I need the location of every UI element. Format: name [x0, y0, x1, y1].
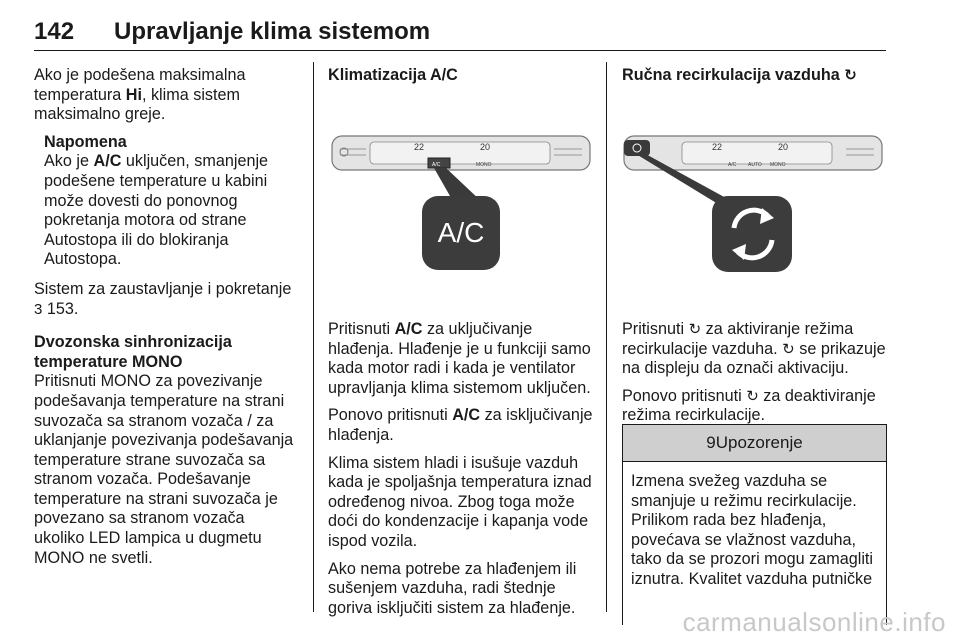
ac-callout-label: A/C	[437, 217, 485, 248]
ac-temp-left: 22	[414, 142, 425, 152]
warning-text: Izmena svežeg vazduha se smanjuje u režimu recirkulacije. Prilikom rada bez hlađenja, povećava se vlažnost vazduha, tako da se prozori mogu zamagliti iznutra. Kvalitet vazduha putničke	[631, 472, 874, 588]
recirc-temp-right: 20	[778, 142, 789, 152]
recirc-auto-key-label: AUTO	[748, 162, 762, 168]
recirc-temp-left: 22	[712, 142, 723, 152]
ac-key-label: A/C	[432, 162, 441, 168]
page-number: 142	[34, 18, 75, 45]
ac-paragraph-1: Pritisnuti A/C za uključivanje hlađenja. Hlađenje je u funkciji samo kada motor radi i kada je ventilator upravljanja klima sistemom uključen.	[328, 320, 591, 397]
page-ref-icon: 3	[34, 300, 43, 318]
note-title: Napomena	[44, 132, 127, 151]
recirculation-icon: ↻	[844, 67, 857, 84]
recirculation-icon-inline-3: ↻	[746, 387, 759, 405]
ac-temp-right: 20	[480, 142, 491, 152]
recirculation-icon-inline-2: ↻	[782, 340, 795, 358]
recirculation-heading: Ručna recirkulacija vazduha ↻	[622, 66, 857, 84]
mono-heading: Dvozonska sinhronizacija temperature MONO	[34, 333, 232, 371]
recirc-paragraph-2: Ponovo pritisnuti ↻ za deaktiviranje režima recirkulacije.	[622, 386, 876, 425]
mono-key-label: MONO	[476, 162, 492, 168]
paragraph-max-temp: Ako je podešena maksimalna temperatura Hi, klima sistem maksimalno greje.	[34, 66, 246, 124]
page-header	[34, 12, 886, 51]
recirc-mono-key-label: MONO	[770, 162, 786, 168]
column-2-text	[328, 320, 593, 626]
ac-paragraph-4: Ako nema potrebe za hlađenjem ili sušenjem vazduha, radi štednje goriva isključiti sistem za hlađenje.	[328, 559, 577, 617]
recirculation-icon-inline: ↻	[688, 321, 702, 338]
watermark: carmanualsonline.info	[682, 607, 946, 637]
ac-paragraph-3: Klima sistem hladi i isušuje vazduh kada je spoljašnja temperatura iznad određenog nivoa. Zbog toga može doći do kondenzacije i kapanja vode ispod vozila.	[328, 453, 592, 550]
page-title: Upravljanje klima sistemom	[114, 18, 431, 45]
recirc-ac-key-label: A/C	[728, 162, 737, 168]
ac-heading: Klimatizacija A/C	[328, 66, 458, 84]
warning-title: Upozorenje	[715, 433, 803, 452]
note-text: Ako je A/C uključen, smanjenje podešene temperature u kabini može dovesti do ponovnog pokretanja motora od strane Autostopa ili do blokiranja Autostopa.	[44, 152, 269, 269]
recirc-paragraph-1: Pritisnuti ↻ za aktiviranje režima recirkulacije vazduha. ↻ se prikazuje na displeju da označi aktivaciju.	[622, 320, 886, 378]
recirculation-panel-illustration	[622, 132, 884, 274]
warning-header	[623, 425, 886, 462]
warning-box	[622, 424, 887, 625]
column-3	[622, 66, 887, 86]
stop-start-reference: Sistem za zaustavljanje i pokretanje 3 153.	[34, 279, 292, 318]
mono-paragraph: Pritisnuti MONO za povezivanje podešavanja temperature na strani suvozača sa stranom vozača / za uklanjanje povezivanja podešavanja temperature strane suvozača sa stranom vozača. Podešavanje temperature na strani suvozača je povezano sa stranom vozača ukoliko LED lampica u dugmetu MONO ne svetli.	[34, 372, 294, 567]
ac-control-panel-illustration	[330, 132, 592, 274]
column-1	[34, 66, 299, 576]
note-block	[44, 133, 299, 270]
ac-paragraph-2: Ponovo pritisnuti A/C za isključivanje hlađenja.	[328, 406, 593, 444]
column-divider-1	[313, 62, 314, 612]
column-2	[328, 66, 593, 86]
column-3-text	[622, 320, 887, 434]
warning-triangle-icon: 9	[706, 433, 716, 452]
column-divider-2	[606, 62, 607, 612]
